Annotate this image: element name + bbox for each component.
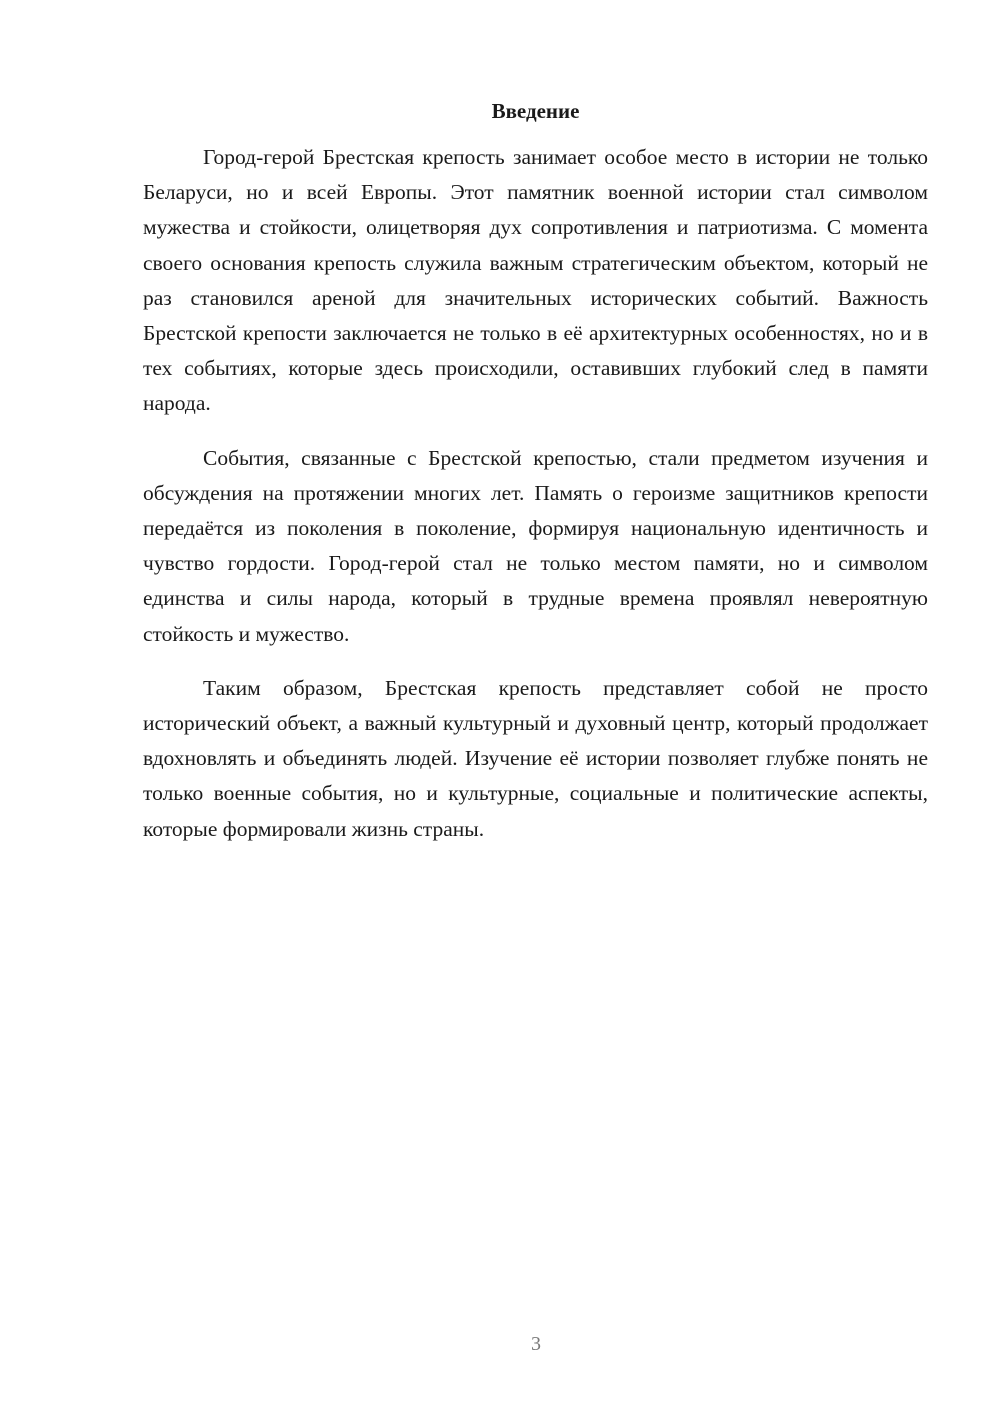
page-number: 3 [531,1333,541,1355]
paragraph-2: События, связанные с Брестской крепостью, стали предметом изучения и обсуждения на протяжении многих лет. Память о героизме защитников крепости передаётся из поколения в поколение, формируя национальную идентичность и чувство гордости. Город-герой стал не только местом памяти, но и символом единства и силы народа, который в трудные времена проявлял невероятную стойкость и мужество. [143,445,928,646]
section-heading: Введение [491,99,580,123]
paragraph-1: Город-герой Брестская крепость занимает особое место в истории не только Беларуси, но и всей Европы. Этот памятник военной истории стал символом мужества и стойкости, олицетворяя дух сопротивления и патриотизма. С момента своего основания крепость служила важным стратегическим объектом, который не раз становился ареной для значительных исторических событий. Важность Брестской крепости заключается не только в её архитектурных особенностях, но и в тех событиях, которые здесь происходили, оставивших глубокий след в памяти народа. [143,145,928,416]
paragraph-3: Таким образом, Брестская крепость представляет собой не просто исторический объект, а важный культурный и духовный центр, который продолжает вдохновлять и объединять людей. Изучение её истории позволяет глубже понять не только военные события, но и культурные, социальные и политические аспекты, которые формировали жизнь страны. [143,675,928,841]
page-content [143,96,928,866]
